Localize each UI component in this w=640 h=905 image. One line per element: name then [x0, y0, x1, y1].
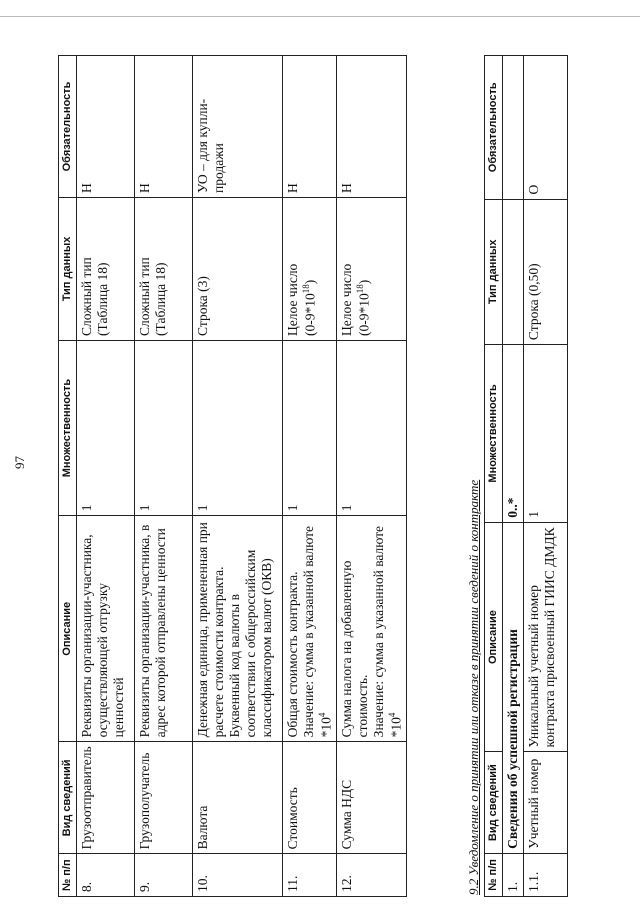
row-obligation: О: [523, 56, 567, 200]
description-value: Значение: сумма в указанной валюте *10: [300, 525, 334, 738]
table-header-row: [485, 56, 503, 897]
table-row: [523, 56, 567, 897]
row-data-type: [337, 197, 407, 340]
header-description: Описание: [59, 516, 77, 742]
row-description: Реквизиты организации-участника, в адрес которой отправлены ценности: [134, 516, 192, 742]
section-title: 9.2 Уведомление о принятии или отказе в принятии сведений о контракте: [466, 479, 481, 895]
row-num: 1.1.: [523, 853, 567, 896]
row-obligation: Н: [134, 56, 192, 198]
row-description: Уникальный учетный номер контракта присвоенный ГИИС ДМДК: [523, 522, 567, 752]
group-multiplicity: 0..*: [502, 345, 523, 523]
row-description: Денежная единица, примененная при расчете стоимости контракта. Буквенный код валюты в соответствии с общероссийским классификатором валют (ОКВ): [192, 516, 282, 742]
table-row: [337, 56, 407, 897]
type-name: Целое число: [339, 263, 355, 336]
row-kind: Учетный номер: [523, 752, 567, 853]
table-row: [76, 56, 134, 897]
description-value: Значение: сумма в указанной валюте *10: [371, 525, 404, 738]
header-data-type: Тип данных: [485, 199, 503, 345]
type-name: Целое число: [284, 263, 300, 336]
header-num: № п/п: [59, 854, 77, 897]
table-row: [282, 56, 336, 897]
group-num: 1.: [502, 853, 523, 896]
header-description: Описание: [485, 522, 503, 752]
exponent: 18: [355, 284, 366, 294]
row-obligation: Н: [337, 56, 407, 198]
row-multiplicity: 1: [337, 340, 407, 515]
type-range: (0-9*10: [356, 293, 372, 336]
row-num: 9.: [134, 854, 192, 897]
description-text: Общая стоимость контракта.: [284, 571, 300, 738]
row-num: 10.: [192, 854, 282, 897]
row-multiplicity: 1: [282, 340, 336, 515]
row-data-type: Сложный тип (Таблица 18): [134, 197, 192, 340]
row-kind: Грузоотправитель: [76, 742, 134, 854]
notification-table: [484, 55, 568, 897]
exponent: 4: [316, 712, 327, 718]
group-obligation: [502, 56, 523, 200]
table-row: [134, 56, 192, 897]
type-range: (0-9*10: [302, 293, 318, 336]
row-data-type: Строка (0,50): [523, 199, 567, 345]
row-description: [282, 516, 336, 742]
header-num: № п/п: [485, 853, 503, 896]
header-kind: Вид сведений: [485, 752, 503, 853]
row-multiplicity: 1: [134, 340, 192, 515]
row-num: 8.: [76, 854, 134, 897]
page-number: 97: [12, 456, 27, 469]
exponent: 4: [387, 712, 397, 718]
row-data-type: Строка (3): [192, 197, 282, 340]
type-range-close: ): [302, 279, 318, 285]
row-description: [337, 516, 407, 742]
group-row: [502, 56, 523, 897]
header-obligation: Обязательность: [59, 56, 77, 198]
type-range-close: ): [356, 279, 372, 285]
description-text: Сумма налога на добавленную стоимость.: [339, 560, 371, 738]
row-kind: Стоимость: [282, 742, 336, 854]
row-kind: Грузополучатель: [134, 742, 192, 854]
row-multiplicity: 1: [523, 345, 567, 523]
row-description: Реквизиты организации-участника, осуществляющей отгрузку ценностей: [76, 516, 134, 742]
row-obligation: Н: [282, 56, 336, 198]
row-kind: Сумма НДС: [337, 742, 407, 854]
row-num: 12.: [337, 854, 407, 897]
row-multiplicity: 1: [76, 340, 134, 515]
table-header-row: [59, 56, 77, 897]
header-kind: Вид сведений: [59, 742, 77, 854]
header-multiplicity: Множественность: [485, 345, 503, 523]
row-obligation: УО – для купли-продажи: [192, 56, 282, 198]
header-multiplicity: Множественность: [59, 340, 77, 515]
page-edge-line: [0, 16, 640, 17]
header-data-type: Тип данных: [59, 197, 77, 340]
exponent: 18: [300, 284, 311, 294]
row-num: 11.: [282, 854, 336, 897]
contract-fields-table: [58, 55, 407, 897]
row-data-type: Сложный тип (Таблица 18): [76, 197, 134, 340]
group-data-type: [502, 199, 523, 345]
table-row: [192, 56, 282, 897]
row-kind: Валюта: [192, 742, 282, 854]
header-obligation: Обязательность: [485, 56, 503, 200]
row-data-type: [282, 197, 336, 340]
group-label: Сведения об успешной регистрации: [502, 522, 523, 853]
row-multiplicity: 1: [192, 340, 282, 515]
row-obligation: Н: [76, 56, 134, 198]
